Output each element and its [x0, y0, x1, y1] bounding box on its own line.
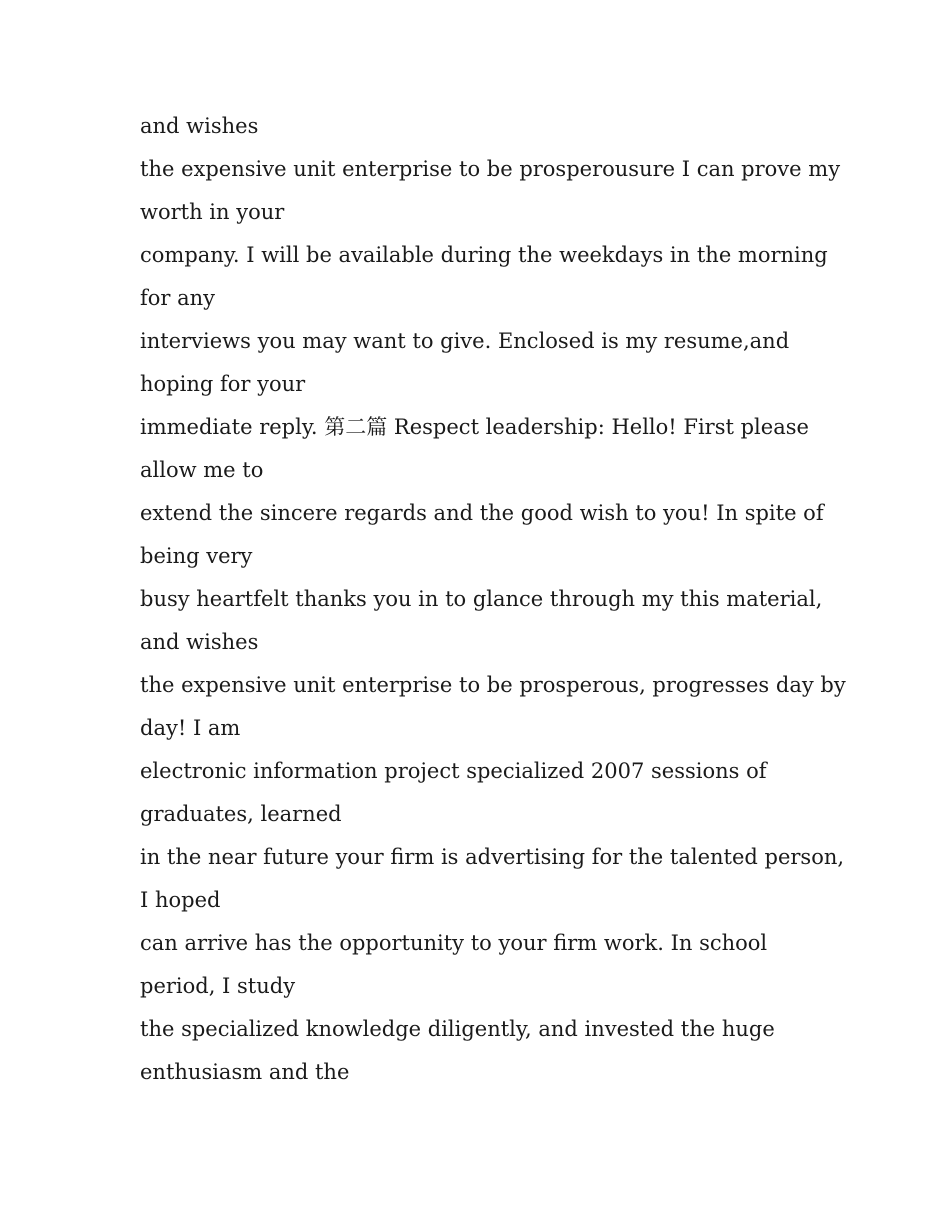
text-line: being very: [140, 544, 253, 568]
text-line: graduates, learned: [140, 802, 342, 826]
text-line: electronic information project specialized 2007 sessions of: [140, 759, 767, 783]
text-line: period, I study: [140, 974, 296, 998]
text-line: the specialized knowledge diligently, and invested the huge: [140, 1017, 775, 1041]
text-line: enthusiasm and the: [140, 1060, 350, 1084]
text-line: immediate reply. 第二篇 Respect leadership: Hello! First please: [140, 415, 809, 439]
text-line: busy heartfelt thanks you in to glance through my this material,: [140, 587, 823, 611]
text-line: and wishes: [140, 114, 259, 138]
text-line: the expensive unit enterprise to be prosperousure I can prove my: [140, 157, 841, 181]
text-line: allow me to: [140, 458, 264, 482]
text-line: day! I am: [140, 716, 241, 740]
text-line: interviews you may want to give. Enclosed is my resume,and: [140, 329, 790, 353]
text-line: hoping for your: [140, 372, 306, 396]
text-line: I hoped: [140, 888, 221, 912]
text-line: can arrive has the opportunity to your firm work. In school: [140, 931, 768, 955]
text-line: worth in your: [140, 200, 285, 224]
text-line: company. I will be available during the weekdays in the morning: [140, 243, 828, 267]
text-line: the expensive unit enterprise to be prosperous, progresses day by: [140, 673, 846, 697]
body-text: [140, 105, 846, 1094]
text-line: in the near future your firm is advertising for the talented person,: [140, 845, 845, 869]
text-line: for any: [140, 286, 216, 310]
text-line: and wishes: [140, 630, 259, 654]
text-line: extend the sincere regards and the good wish to you! In spite of: [140, 501, 824, 525]
